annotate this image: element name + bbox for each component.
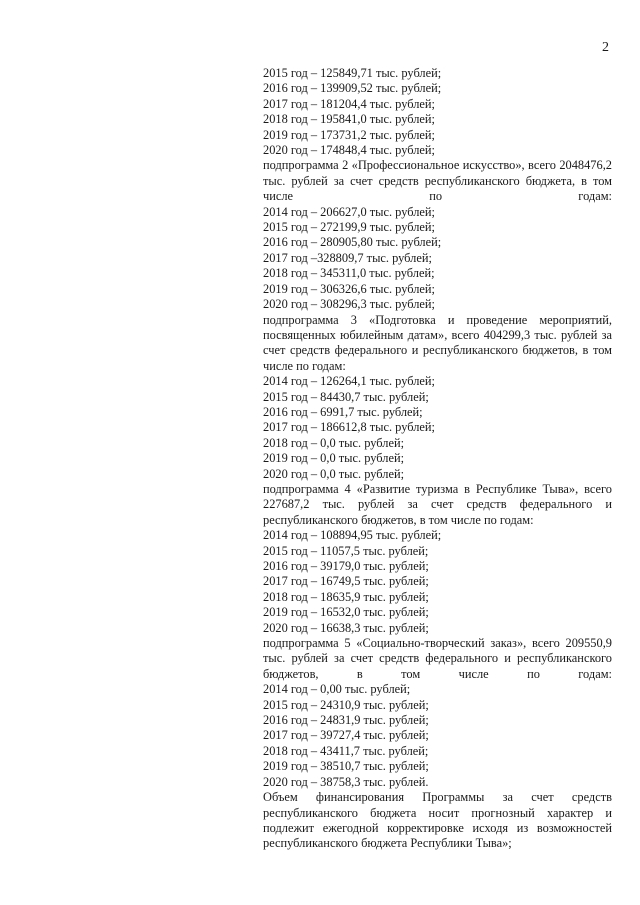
year-amount-line: 2018 год – 0,0 тыс. рублей; <box>263 435 405 450</box>
year-amount-line: 2018 год – 345311,0 тыс. рублей; <box>263 266 435 281</box>
year-amount-line: 2020 год – 16638,3 тыс. рублей; <box>263 620 429 635</box>
subprogram-2-paragraph: подпрограмма 2 «Профессиональное искусство», всего 2048476,2 тыс. рублей за счет средств республиканского бюджета, в том числе по годам: <box>263 158 612 204</box>
year-amount-line: 2017 год – 39727,4 тыс. рублей; <box>263 728 429 743</box>
year-amount-line: 2019 год – 0,0 тыс. рублей; <box>263 451 405 466</box>
subprogram-4-paragraph: подпрограмма 4 «Развитие туризма в Республике Тыва», всего 227687,2 тыс. рублей за счет средств федерального и республиканского бюджетов, в том числе по годам: <box>263 481 612 527</box>
year-amount-line: 2014 год – 206627,0 тыс. рублей; <box>263 204 435 219</box>
year-amount-line: 2014 год – 126264,1 тыс. рублей; <box>263 374 435 389</box>
year-amount-line: 2014 год – 108894,95 тыс. рублей; <box>263 528 442 543</box>
page-number: 2 <box>602 40 609 55</box>
year-amount-line: 2018 год – 18635,9 тыс. рублей; <box>263 589 429 604</box>
year-amount-line: 2019 год – 16532,0 тыс. рублей; <box>263 605 429 620</box>
year-amount-line: 2015 год – 125849,71 тыс. рублей; <box>263 66 442 80</box>
year-amount-line: 2016 год – 6991,7 тыс. рублей; <box>263 404 423 419</box>
year-amount-line: 2020 год – 308296,3 тыс. рублей; <box>263 297 435 312</box>
year-amount-line: 2015 год – 84430,7 тыс. рублей; <box>263 389 429 404</box>
year-amount-line: 2016 год – 24831,9 тыс. рублей; <box>263 713 429 728</box>
year-amount-line: 2020 год – 174848,4 тыс. рублей; <box>263 143 435 158</box>
year-amount-line: 2018 год – 43411,7 тыс. рублей; <box>263 743 429 758</box>
year-amount-line: 2018 год – 195841,0 тыс. рублей; <box>263 112 435 127</box>
subprogram-3-paragraph: подпрограмма 3 «Подготовка и проведение мероприятий, посвященных юбилейным датам», всего 404299,3 тыс. рублей за счет средств федерального и республиканского бюджетов, в том числе по годам: <box>263 312 612 373</box>
subprogram-5-paragraph: подпрограмма 5 «Социально-творческий заказ», всего 209550,9 тыс. рублей за счет средств федерального и республиканского бюджетов, в том числе по годам: <box>263 636 612 681</box>
year-amount-line: 2017 год – 186612,8 тыс. рублей; <box>263 420 435 435</box>
year-amount-line: 2016 год – 39179,0 тыс. рублей; <box>263 559 429 573</box>
year-amount-line: 2020 год – 38758,3 тыс. рублей. <box>263 774 429 789</box>
year-amount-line: 2017 год – 181204,4 тыс. рублей; <box>263 96 435 111</box>
year-amount-line: 2016 год – 280905,80 тыс. рублей; <box>263 235 442 250</box>
year-amount-line: 2017 год –328809,7 тыс. рублей; <box>263 250 432 265</box>
year-amount-line: 2019 год – 306326,6 тыс. рублей; <box>263 281 435 296</box>
year-amount-line: 2019 год – 173731,2 тыс. рублей; <box>263 127 435 142</box>
year-amount-line: 2014 год – 0,00 тыс. рублей; <box>263 682 411 697</box>
year-amount-line: 2019 год – 38510,7 тыс. рублей; <box>263 759 429 774</box>
year-amount-line: 2016 год – 139909,52 тыс. рублей; <box>263 81 442 96</box>
year-amount-line: 2015 год – 11057,5 тыс. рублей; <box>263 543 429 558</box>
document-body <box>263 66 612 852</box>
financing-note-paragraph: Объем финансирования Программы за счет средств республиканского бюджета носит прогнозный характер и подлежит ежегодной корректировке исходя из возможностей республиканского бюджета Республики Тыва»; <box>263 790 612 851</box>
year-amount-line: 2015 год – 24310,9 тыс. рублей; <box>263 697 429 712</box>
year-amount-line: 2017 год – 16749,5 тыс. рублей; <box>263 574 429 589</box>
year-amount-line: 2015 год – 272199,9 тыс. рублей; <box>263 220 435 235</box>
year-amount-line: 2020 год – 0,0 тыс. рублей; <box>263 466 405 481</box>
